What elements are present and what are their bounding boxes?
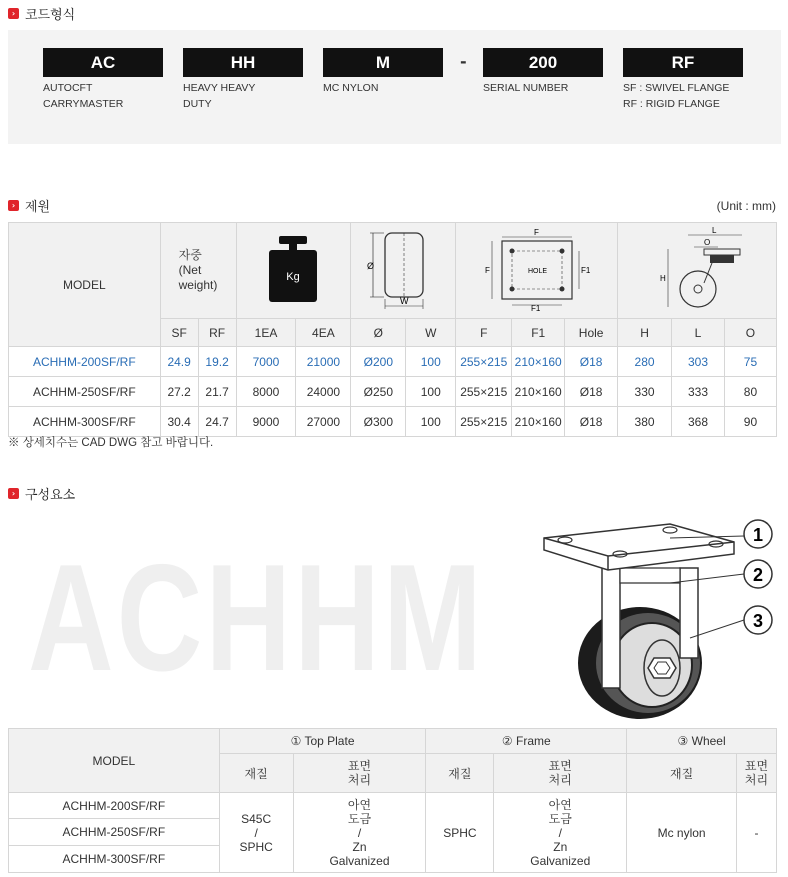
svg-text:O: O: [704, 238, 711, 247]
section-label: 구성요소: [25, 488, 76, 503]
header-h: H: [618, 319, 672, 347]
cell: Ø18: [565, 377, 618, 407]
cell: 210×160: [512, 377, 565, 407]
cell: 100: [406, 347, 456, 377]
code-desc: MC NYLON: [323, 82, 379, 94]
code-item-200: [483, 48, 603, 96]
model-watermark: ACHHM: [28, 533, 485, 703]
cell-wheel-surface: -: [737, 793, 777, 873]
table-row: [9, 793, 777, 819]
header-material: 재질: [219, 754, 293, 793]
caster-diagram-header: [618, 223, 777, 319]
header-surface: 표면 처리: [737, 754, 777, 793]
header-material: 재질: [627, 754, 737, 793]
components-table: [8, 728, 777, 873]
cell: 255×215: [456, 347, 512, 377]
cell-top-plate-material: S45C / SPHC: [219, 793, 293, 873]
section-label: 제원: [25, 200, 51, 215]
model-header: MODEL: [9, 729, 220, 793]
cell: 255×215: [456, 377, 512, 407]
chevron-right-icon: ›: [8, 200, 19, 211]
table-row: [9, 347, 777, 377]
code-format-box: [8, 30, 781, 144]
svg-text:Kg: Kg: [286, 271, 301, 283]
code-item-m: [323, 48, 443, 96]
cell: Ø200: [351, 347, 406, 377]
cell: Ø18: [565, 407, 618, 437]
cell-model: ACHHM-300SF/RF: [9, 407, 161, 437]
cell: 100: [406, 377, 456, 407]
code-label: M: [323, 48, 443, 77]
cell: 90: [724, 407, 776, 437]
header-f1: F1: [512, 319, 565, 347]
cell-wheel-material: Mc nylon: [627, 793, 737, 873]
cell-model: ACHHM-200SF/RF: [9, 793, 220, 819]
group-frame: ② Frame: [426, 729, 627, 754]
cell-model: ACHHM-250SF/RF: [9, 377, 161, 407]
table-row: [9, 407, 777, 437]
chevron-right-icon: ›: [8, 8, 19, 19]
code-desc: HEAVY HEAVY DUTY: [183, 82, 256, 110]
wheel-diagram-icon: [363, 227, 443, 311]
code-desc: AUTOCFT CARRYMASTER: [43, 82, 124, 110]
header-sf: SF: [160, 319, 198, 347]
svg-text:L: L: [712, 227, 717, 235]
svg-text:2: 2: [752, 565, 764, 585]
model-header: MODEL: [9, 223, 161, 347]
load-header: [236, 223, 351, 319]
cell-frame-material: SPHC: [426, 793, 494, 873]
cell: Ø250: [351, 377, 406, 407]
svg-text:F1: F1: [580, 266, 590, 275]
section-title-spec: [8, 196, 50, 215]
svg-text:3: 3: [752, 611, 764, 631]
svg-text:HOLE: HOLE: [527, 268, 547, 275]
svg-text:F: F: [533, 228, 539, 237]
cell: 333: [672, 377, 725, 407]
code-desc: SERIAL NUMBER: [483, 82, 569, 94]
cell: 9000: [236, 407, 296, 437]
cad-note: ※ 상세치수는 CAD DWG 참고 바랍니다.: [8, 437, 214, 449]
header-o: O: [724, 319, 776, 347]
code-item-rf: [623, 48, 743, 112]
svg-text:Ø: Ø: [367, 261, 375, 271]
cell: 280: [618, 347, 672, 377]
cell-model: ACHHM-200SF/RF: [9, 347, 161, 377]
plate-diagram-header: [456, 223, 618, 319]
svg-text:F1: F1: [530, 304, 540, 311]
caster-illustration: [520, 508, 780, 723]
cell: 368: [672, 407, 725, 437]
header-dia: Ø: [351, 319, 406, 347]
cell: 100: [406, 407, 456, 437]
cell: Ø300: [351, 407, 406, 437]
header-rf: RF: [198, 319, 236, 347]
header-w: W: [406, 319, 456, 347]
code-item-ac: [43, 48, 163, 112]
cell: 24.7: [198, 407, 236, 437]
cell: 75: [724, 347, 776, 377]
cell: 330: [618, 377, 672, 407]
svg-text:W: W: [400, 296, 409, 306]
section-title-code: [8, 4, 75, 23]
cell: 27000: [296, 407, 351, 437]
cell-model: ACHHM-250SF/RF: [9, 819, 220, 846]
cell: 24000: [296, 377, 351, 407]
group-wheel: ③ Wheel: [627, 729, 777, 754]
code-label: AC: [43, 48, 163, 77]
code-label: HH: [183, 48, 303, 77]
cell: 210×160: [512, 407, 565, 437]
header-f: F: [456, 319, 512, 347]
header-l: L: [672, 319, 725, 347]
cell-frame-surface: 아연 도금 / Zn Galvanized: [494, 793, 627, 873]
weight-icon: [263, 234, 323, 304]
code-label: RF: [623, 48, 743, 77]
svg-text:H: H: [660, 274, 666, 283]
cell: 19.2: [198, 347, 236, 377]
cell: 80: [724, 377, 776, 407]
cell: 255×215: [456, 407, 512, 437]
code-item-hh: [183, 48, 303, 112]
group-top-plate: ① Top Plate: [219, 729, 426, 754]
header-material: 재질: [426, 754, 494, 793]
cell: 21.7: [198, 377, 236, 407]
header-surface: 표면 처리: [293, 754, 426, 793]
spec-table: [8, 222, 777, 437]
header-4ea: 4EA: [296, 319, 351, 347]
code-desc: SF : SWIVEL FLANGE RF : RIGID FLANGE: [623, 82, 730, 110]
cell: 21000: [296, 347, 351, 377]
svg-text:1: 1: [752, 525, 764, 545]
cell: 380: [618, 407, 672, 437]
header-hole: Hole: [565, 319, 618, 347]
cell: 8000: [236, 377, 296, 407]
cell: 24.9: [160, 347, 198, 377]
section-label: 코드형식: [25, 8, 76, 23]
cell-top-plate-surface: 아연 도금 / Zn Galvanized: [293, 793, 426, 873]
cell: 210×160: [512, 347, 565, 377]
header-surface: 표면 처리: [494, 754, 627, 793]
code-dash: -: [460, 52, 467, 71]
cell: 30.4: [160, 407, 198, 437]
cell: 303: [672, 347, 725, 377]
cell-model: ACHHM-300SF/RF: [9, 846, 220, 873]
weight-header: 자중 (Net weight): [160, 223, 236, 319]
chevron-right-icon: ›: [8, 488, 19, 499]
cell: 27.2: [160, 377, 198, 407]
code-label: 200: [483, 48, 603, 77]
unit-label: (Unit : mm): [716, 199, 776, 213]
section-title-components: [8, 484, 75, 503]
cell: 7000: [236, 347, 296, 377]
caster-side-diagram-icon: [642, 227, 752, 311]
top-plate-diagram-icon: [482, 227, 592, 311]
table-row: [9, 377, 777, 407]
header-1ea: 1EA: [236, 319, 296, 347]
wheel-diagram-header: [351, 223, 456, 319]
cell: Ø18: [565, 347, 618, 377]
svg-text:F: F: [484, 266, 490, 275]
